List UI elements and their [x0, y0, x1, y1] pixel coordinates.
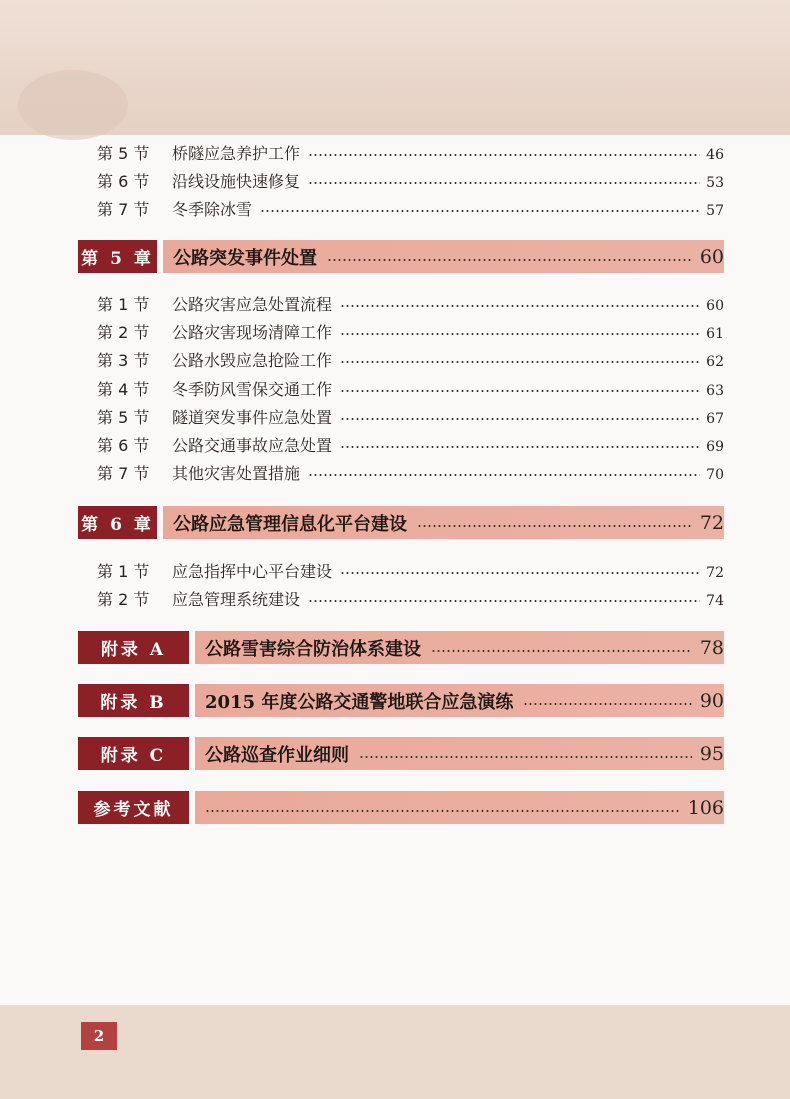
section-number: 第 6 节 [97, 171, 150, 191]
dot-leader [340, 446, 700, 448]
dot-leader [308, 182, 700, 184]
section-title: 冬季防风雪保交通工作 [172, 379, 333, 399]
toc-entry[interactable] [97, 140, 724, 164]
chapter-heading[interactable] [78, 506, 724, 539]
toc-entry[interactable] [97, 586, 724, 610]
section-number: 第 5 节 [97, 143, 150, 163]
section-title: 应急指挥中心平台建设 [172, 561, 333, 581]
appendix-label: 附录 A [78, 631, 189, 664]
toc-entry[interactable] [97, 376, 724, 400]
toc-entry[interactable] [97, 319, 724, 343]
references-page: 106 [687, 796, 724, 819]
section-page: 46 [706, 146, 724, 163]
references-heading[interactable] [78, 791, 724, 824]
section-title: 隧道突发事件应急处置 [172, 407, 333, 427]
references-bar [195, 791, 724, 824]
section-page: 53 [706, 174, 724, 191]
appendix-title: 公路雪害综合防治体系建设 [205, 638, 421, 660]
toc-entry[interactable] [97, 196, 724, 220]
chapter-bar [163, 240, 724, 273]
section-page: 67 [706, 410, 724, 427]
section-number: 第 6 节 [97, 435, 150, 455]
section-title: 公路水毁应急抢险工作 [172, 350, 333, 370]
dot-leader [340, 572, 700, 574]
appendix-label: 附录 C [78, 737, 189, 770]
appendix-c-heading[interactable] [78, 737, 724, 770]
section-number: 第 7 节 [97, 463, 150, 483]
appendix-bar [195, 631, 724, 664]
section-title: 沿线设施快速修复 [172, 171, 301, 191]
dot-leader [359, 756, 692, 758]
page-number: 2 [81, 1022, 117, 1050]
appendix-page: 95 [699, 742, 724, 765]
section-title: 应急管理系统建设 [172, 589, 301, 609]
dot-leader [308, 154, 700, 156]
toc-entry[interactable] [97, 291, 724, 315]
references-label: 参考文献 [78, 791, 189, 824]
dot-leader [417, 525, 692, 527]
chapter-page: 60 [699, 245, 724, 268]
chapter-label: 第 6 章 [78, 506, 157, 539]
section-page: 69 [706, 438, 724, 455]
chapter-heading[interactable] [78, 240, 724, 273]
decorative-blob [18, 70, 128, 140]
dot-leader [340, 333, 700, 335]
section-page: 60 [706, 297, 724, 314]
dot-leader [308, 474, 700, 476]
appendix-label: 附录 B [78, 684, 189, 717]
dot-leader [340, 418, 700, 420]
section-number: 第 2 节 [97, 322, 150, 342]
section-title: 公路交通事故应急处置 [172, 435, 333, 455]
toc-entry[interactable] [97, 404, 724, 428]
appendix-bar [195, 737, 724, 770]
section-number: 第 7 节 [97, 199, 150, 219]
section-number: 第 5 节 [97, 407, 150, 427]
section-page: 74 [706, 592, 724, 609]
chapter-title: 公路突发事件处置 [173, 247, 317, 269]
appendix-page: 78 [699, 636, 724, 659]
appendix-a-heading[interactable] [78, 631, 724, 664]
dot-leader [205, 810, 680, 812]
toc-entry[interactable] [97, 168, 724, 192]
appendix-title: 公路巡查作业细则 [205, 744, 349, 766]
section-title: 公路灾害应急处置流程 [172, 294, 333, 314]
chapter-page: 72 [699, 511, 724, 534]
section-title: 公路灾害现场清障工作 [172, 322, 333, 342]
section-page: 72 [706, 564, 724, 581]
appendix-page: 90 [699, 689, 724, 712]
section-page: 62 [706, 353, 724, 370]
dot-leader [327, 259, 692, 261]
chapter-label: 第 5 章 [78, 240, 157, 273]
chapter-bar [163, 506, 724, 539]
appendix-bar [195, 684, 724, 717]
section-number: 第 1 节 [97, 561, 150, 581]
section-number: 第 3 节 [97, 350, 150, 370]
section-page: 61 [706, 325, 724, 342]
top-band [0, 0, 790, 135]
section-title: 冬季除冰雪 [172, 199, 253, 219]
section-number: 第 1 节 [97, 294, 150, 314]
section-number: 第 2 节 [97, 589, 150, 609]
toc-entry[interactable] [97, 432, 724, 456]
toc-entry[interactable] [97, 460, 724, 484]
chapter-title: 公路应急管理信息化平台建设 [173, 513, 407, 535]
dot-leader [308, 600, 700, 602]
toc-entry[interactable] [97, 558, 724, 582]
dot-leader [431, 650, 692, 652]
dot-leader [340, 390, 700, 392]
section-page: 63 [706, 382, 724, 399]
section-title: 其他灾害处置措施 [172, 463, 301, 483]
dot-leader [340, 361, 700, 363]
appendix-title: 2015 年度公路交通警地联合应急演练 [205, 691, 514, 713]
section-page: 57 [706, 202, 724, 219]
dot-leader [340, 305, 700, 307]
section-number: 第 4 节 [97, 379, 150, 399]
dot-leader [260, 210, 700, 212]
section-title: 桥隧应急养护工作 [172, 143, 301, 163]
section-page: 70 [706, 466, 724, 483]
appendix-b-heading[interactable] [78, 684, 724, 717]
toc-entry[interactable] [97, 347, 724, 371]
bottom-band [0, 1005, 790, 1099]
dot-leader [523, 703, 691, 705]
